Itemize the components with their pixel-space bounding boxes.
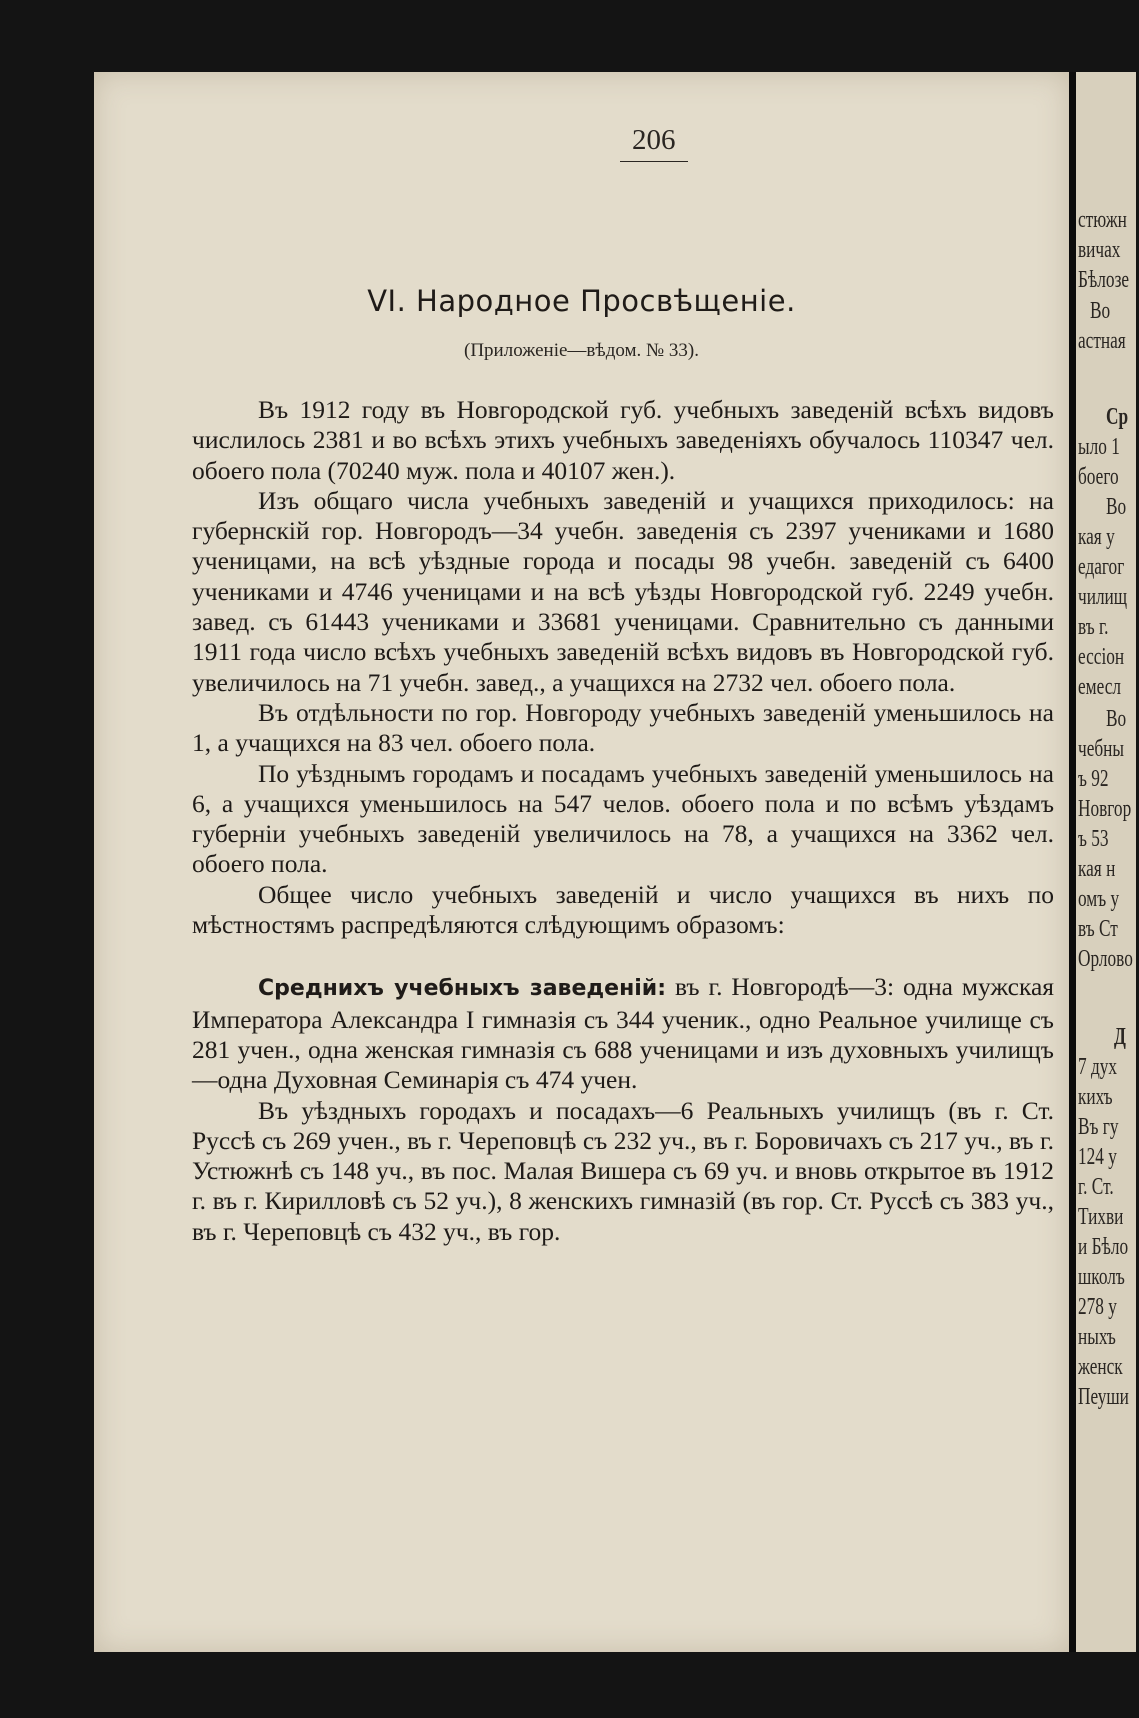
adjacent-fragment: Въ гу (1078, 1114, 1119, 1140)
body-text (192, 395, 1054, 1247)
adjacent-fragment: ъ 53 (1078, 826, 1109, 852)
paragraph-3 (192, 698, 1054, 759)
paragraph-1 (192, 395, 1054, 486)
adjacent-fragment: ыло 1 (1078, 434, 1120, 460)
adjacent-fragment: 124 у (1078, 1144, 1117, 1170)
adjacent-fragment: чебны (1078, 736, 1125, 762)
adjacent-fragment: кая н (1078, 856, 1116, 882)
adjacent-fragment: школъ (1078, 1264, 1125, 1290)
adjacent-fragment: Ср (1106, 404, 1129, 430)
paragraph-5 (192, 880, 1054, 941)
paragraph-7 (192, 1096, 1054, 1247)
section-subheading: (Приложеніе—вѣдом. № 33). (464, 340, 699, 361)
adjacent-fragment: и Бѣло (1078, 1234, 1129, 1260)
paragraph-text: Въ отдѣльности по гор. Новгороду учебныхъ заведеній уменьшилось на 1, а учащихся на 83 чел. обоего пола. (192, 697, 1054, 758)
adjacent-fragment: ъ 92 (1078, 766, 1109, 792)
adjacent-fragment: вичах (1078, 237, 1121, 263)
book-gutter (1069, 72, 1076, 1652)
adjacent-fragment: ессіон (1078, 644, 1125, 670)
adjacent-fragment: чилищ (1078, 584, 1128, 610)
page-number: 206 (620, 124, 688, 162)
adjacent-fragment: Во (1106, 494, 1127, 520)
adjacent-fragment: Д (1114, 1024, 1126, 1050)
paragraph-4 (192, 759, 1054, 880)
adjacent-fragment: стюжн (1078, 207, 1127, 233)
adjacent-page-edge (1076, 72, 1136, 1652)
adjacent-fragment: Орлово (1078, 946, 1133, 972)
adjacent-fragment: астная (1078, 328, 1126, 354)
adjacent-fragment: въ г. (1078, 614, 1109, 640)
adjacent-fragment: ныхъ (1078, 1324, 1116, 1350)
paragraph-text: Изъ общаго числа учебныхъ заведеній и учащихся приходилось: на губернскій гор. Новгородъ—34 учебн. заведенія съ 2397 учениками и 1680 ученицами, на всѣ уѣздные города и посады 98 учебн. заведеній съ 6400 учениками и 4746 ученицами и на всѣ уѣзды Новгородской губ. 2249 учебн. завед. съ 61443 учениками и 33681 ученицами. Сравнительно съ данными 1911 года число всѣхъ учебныхъ заведеній всѣхъ видовъ въ Новгородской губ. увеличилось на 71 учебн. завед., а учащихся на 2732 чел. обоего пола. (192, 485, 1054, 697)
adjacent-fragment: 7 дух (1078, 1054, 1118, 1080)
adjacent-fragment: 278 у (1078, 1294, 1117, 1320)
adjacent-fragment: Во (1090, 298, 1111, 324)
adjacent-fragment: г. Ст. (1078, 1174, 1114, 1200)
adjacent-fragment: едагог (1078, 554, 1125, 580)
adjacent-fragment: въ Ст (1078, 916, 1118, 942)
adjacent-fragment: Во (1106, 706, 1127, 732)
adjacent-fragment: Тихви (1078, 1204, 1124, 1230)
paragraph-text: Общее число учебныхъ заведеній и число учащихся въ нихъ по мѣстностямъ распредѣляются слѣдующимъ образомъ: (192, 879, 1054, 940)
adjacent-fragment: женск (1078, 1354, 1123, 1380)
paragraph-lead: Среднихъ учебныхъ заведеній: (258, 976, 667, 1002)
paragraph-text: Въ уѣздныхъ городахъ и посадахъ—6 Реальныхъ училищъ (въ г. Ст. Руссѣ съ 269 учен., въ г. Череповцѣ съ 232 уч., въ г. Боровичахъ съ 217 уч., въ г. Устюжнѣ съ 148 уч., въ пос. Малая Вишера съ 69 уч. и вновь открытое въ 1912 г. въ г. Кирилловѣ съ 52 уч.), 8 женскихъ гимназій (въ гор. Ст. Руссѣ съ 383 уч., въ г. Череповцѣ съ 432 уч., въ гор. (192, 1095, 1054, 1246)
paragraph-text: Въ 1912 году въ Новгородской губ. учебныхъ заведеній всѣхъ видовъ числилось 2381 и во всѣхъ этихъ учебныхъ заведеніяхъ обучалось 110347 чел. обоего пола (70240 муж. пола и 40107 жен.). (192, 395, 1054, 485)
adjacent-fragment: Новгор (1078, 796, 1132, 822)
paragraph-6 (192, 972, 1054, 1095)
adjacent-fragment: емесл (1078, 674, 1121, 700)
paragraph-text: въ г. Новгородѣ—3: одна мужская Императора Александра I гимназія съ 344 ученик., одно Реальное училище съ 281 учен., одна женская гимназія съ 688 ученицами и изъ духовныхъ училищъ—одна Духовная Семинарія съ 474 учен. (192, 972, 1054, 1095)
section-heading: VI. Народное Просвѣщеніе. (367, 284, 796, 318)
adjacent-fragment: боего (1078, 464, 1119, 490)
paragraph-2 (192, 486, 1054, 698)
adjacent-fragment: кихъ (1078, 1084, 1113, 1110)
adjacent-fragment: омъ у (1078, 886, 1120, 912)
adjacent-fragment: Бѣлозе (1078, 267, 1130, 293)
adjacent-fragment: кая у (1078, 524, 1115, 550)
adjacent-fragment: Пеуши (1078, 1384, 1129, 1410)
book-page (94, 72, 1133, 1652)
paragraph-text: По уѣзднымъ городамъ и посадамъ учебныхъ заведеній уменьшилось на 6, а учащихся уменьшилось на 547 челов. обоего пола и по всѣмъ уѣздамъ губерніи учебныхъ заведеній увеличилось на 78, а учащихся на 3362 чел. обоего пола. (192, 758, 1054, 879)
